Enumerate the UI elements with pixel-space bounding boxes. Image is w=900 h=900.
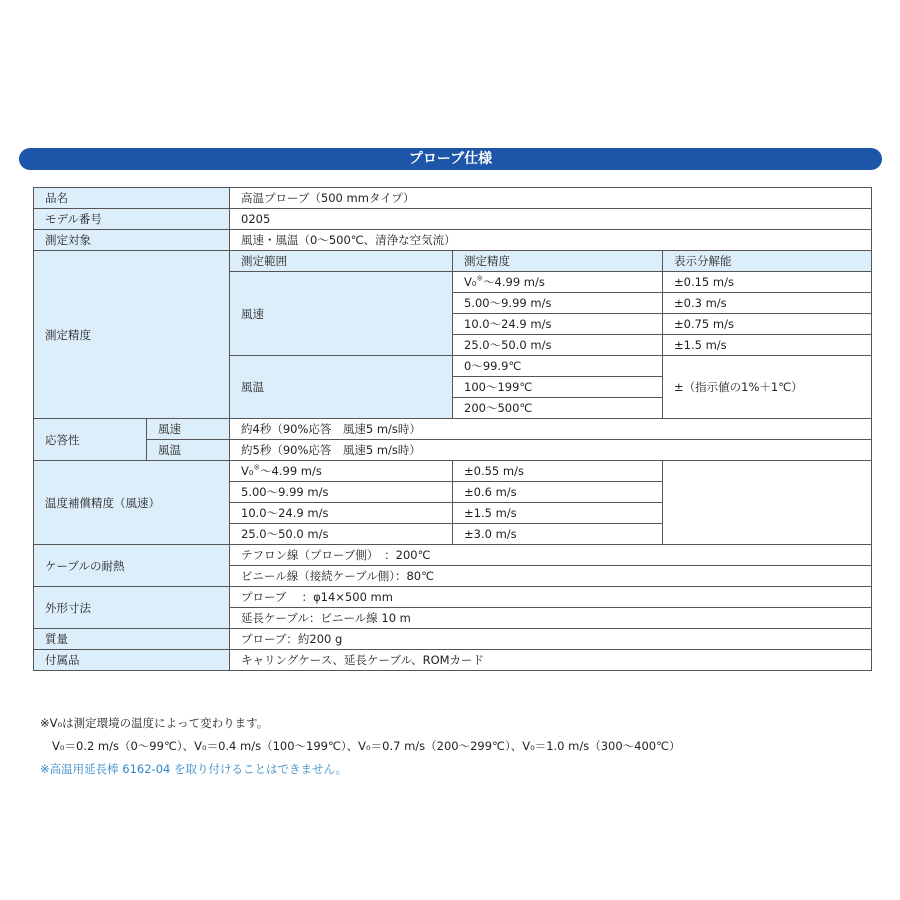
page-title: プローブ仕様 [408, 151, 493, 167]
accessories-value: キャリングケース、延長ケーブル、ROMカード [230, 650, 872, 671]
dimensions-line: 延長ケーブル：ビニール線 10 m [230, 608, 872, 629]
col-accuracy-header: 測定精度 [453, 251, 663, 272]
accessories-label: 付属品 [34, 650, 230, 671]
accuracy-cell: ±0.6 m/s [453, 482, 663, 503]
accuracy-label: 測定精度 [34, 251, 230, 419]
response-label: 応答性 [34, 419, 147, 461]
range-cell: V0※～4.99 m/s [230, 461, 453, 482]
dimensions-label: 外形寸法 [34, 587, 230, 629]
range-cell: 10.0～24.9 m/s [230, 503, 453, 524]
row-cable-heat [34, 545, 872, 566]
wind-speed-label: 風速 [230, 272, 453, 356]
col-range-header: 測定範囲 [230, 251, 453, 272]
range-cell: 10.0～24.9 m/s [453, 314, 663, 335]
temp-comp-label: 温度補償精度（風速） [34, 461, 230, 545]
footnote-extension-rod: ※高温用延長棒 6162-04 を取り付けることはできません。 [40, 762, 348, 776]
row-mass [34, 629, 872, 650]
table-row [34, 461, 872, 482]
row-model [34, 209, 872, 230]
accuracy-cell: ±（指示値の1%＋1℃） [663, 356, 872, 419]
cable-heat-line: ビニール線（接続ケーブル側）：80℃ [230, 566, 872, 587]
row-name [34, 188, 872, 209]
response-speed-value: 約4秒（90%応答 風速5 m/s時） [230, 419, 872, 440]
row-response-temp [34, 440, 872, 461]
response-speed-label: 風速 [147, 419, 230, 440]
footnote-v0: ※V₀は測定環境の温度によって変わります。 [40, 716, 269, 730]
empty-cell [663, 461, 872, 545]
mass-value: プローブ：約200 g [230, 629, 872, 650]
footnotes [40, 712, 681, 781]
model-value: 0205 [230, 209, 872, 230]
range-cell: 200～500℃ [453, 398, 663, 419]
accuracy-cell: ±0.3 m/s [663, 293, 872, 314]
row-dimensions [34, 587, 872, 608]
title-bar [19, 148, 882, 170]
spec-table [33, 187, 872, 671]
accuracy-cell: ±0.75 m/s [663, 314, 872, 335]
range-cell: 25.0～50.0 m/s [230, 524, 453, 545]
accuracy-cell: ±1.5 m/s [663, 335, 872, 356]
cable-heat-line: テフロン線（プローブ側） ：200℃ [230, 545, 872, 566]
row-accessories [34, 650, 872, 671]
col-resolution-header: 表示分解能 [663, 251, 872, 272]
accuracy-cell: ±0.15 m/s [663, 272, 872, 293]
cable-heat-label: ケーブルの耐熱 [34, 545, 230, 587]
target-value: 風速・風温（0～500℃、清浄な空気流） [230, 230, 872, 251]
range-cell: 100～199℃ [453, 377, 663, 398]
model-label: モデル番号 [34, 209, 230, 230]
footnote-v0-values: V₀＝0.2 m/s（0～99℃）、V₀＝0.4 m/s（100～199℃）、V₀＝0.7 m/s（200～299℃）、V₀＝1.0 m/s（300～400℃） [52, 739, 681, 753]
name-label: 品名 [34, 188, 230, 209]
row-accuracy-header [34, 251, 872, 272]
dimensions-line: プローブ ：φ14×500 mm [230, 587, 872, 608]
range-cell: V0※～4.99 m/s [453, 272, 663, 293]
range-cell: 0～99.9℃ [453, 356, 663, 377]
row-response-speed [34, 419, 872, 440]
target-label: 測定対象 [34, 230, 230, 251]
name-value: 高温プローブ（500 mmタイプ） [230, 188, 872, 209]
accuracy-cell: ±3.0 m/s [453, 524, 663, 545]
wind-temp-label: 風温 [230, 356, 453, 419]
range-cell: 25.0～50.0 m/s [453, 335, 663, 356]
range-cell: 5.00～9.99 m/s [230, 482, 453, 503]
row-target [34, 230, 872, 251]
accuracy-cell: ±0.55 m/s [453, 461, 663, 482]
range-cell: 5.00～9.99 m/s [453, 293, 663, 314]
response-temp-label: 風温 [147, 440, 230, 461]
response-temp-value: 約5秒（90%応答 風速5 m/s時） [230, 440, 872, 461]
accuracy-cell: ±1.5 m/s [453, 503, 663, 524]
mass-label: 質量 [34, 629, 230, 650]
